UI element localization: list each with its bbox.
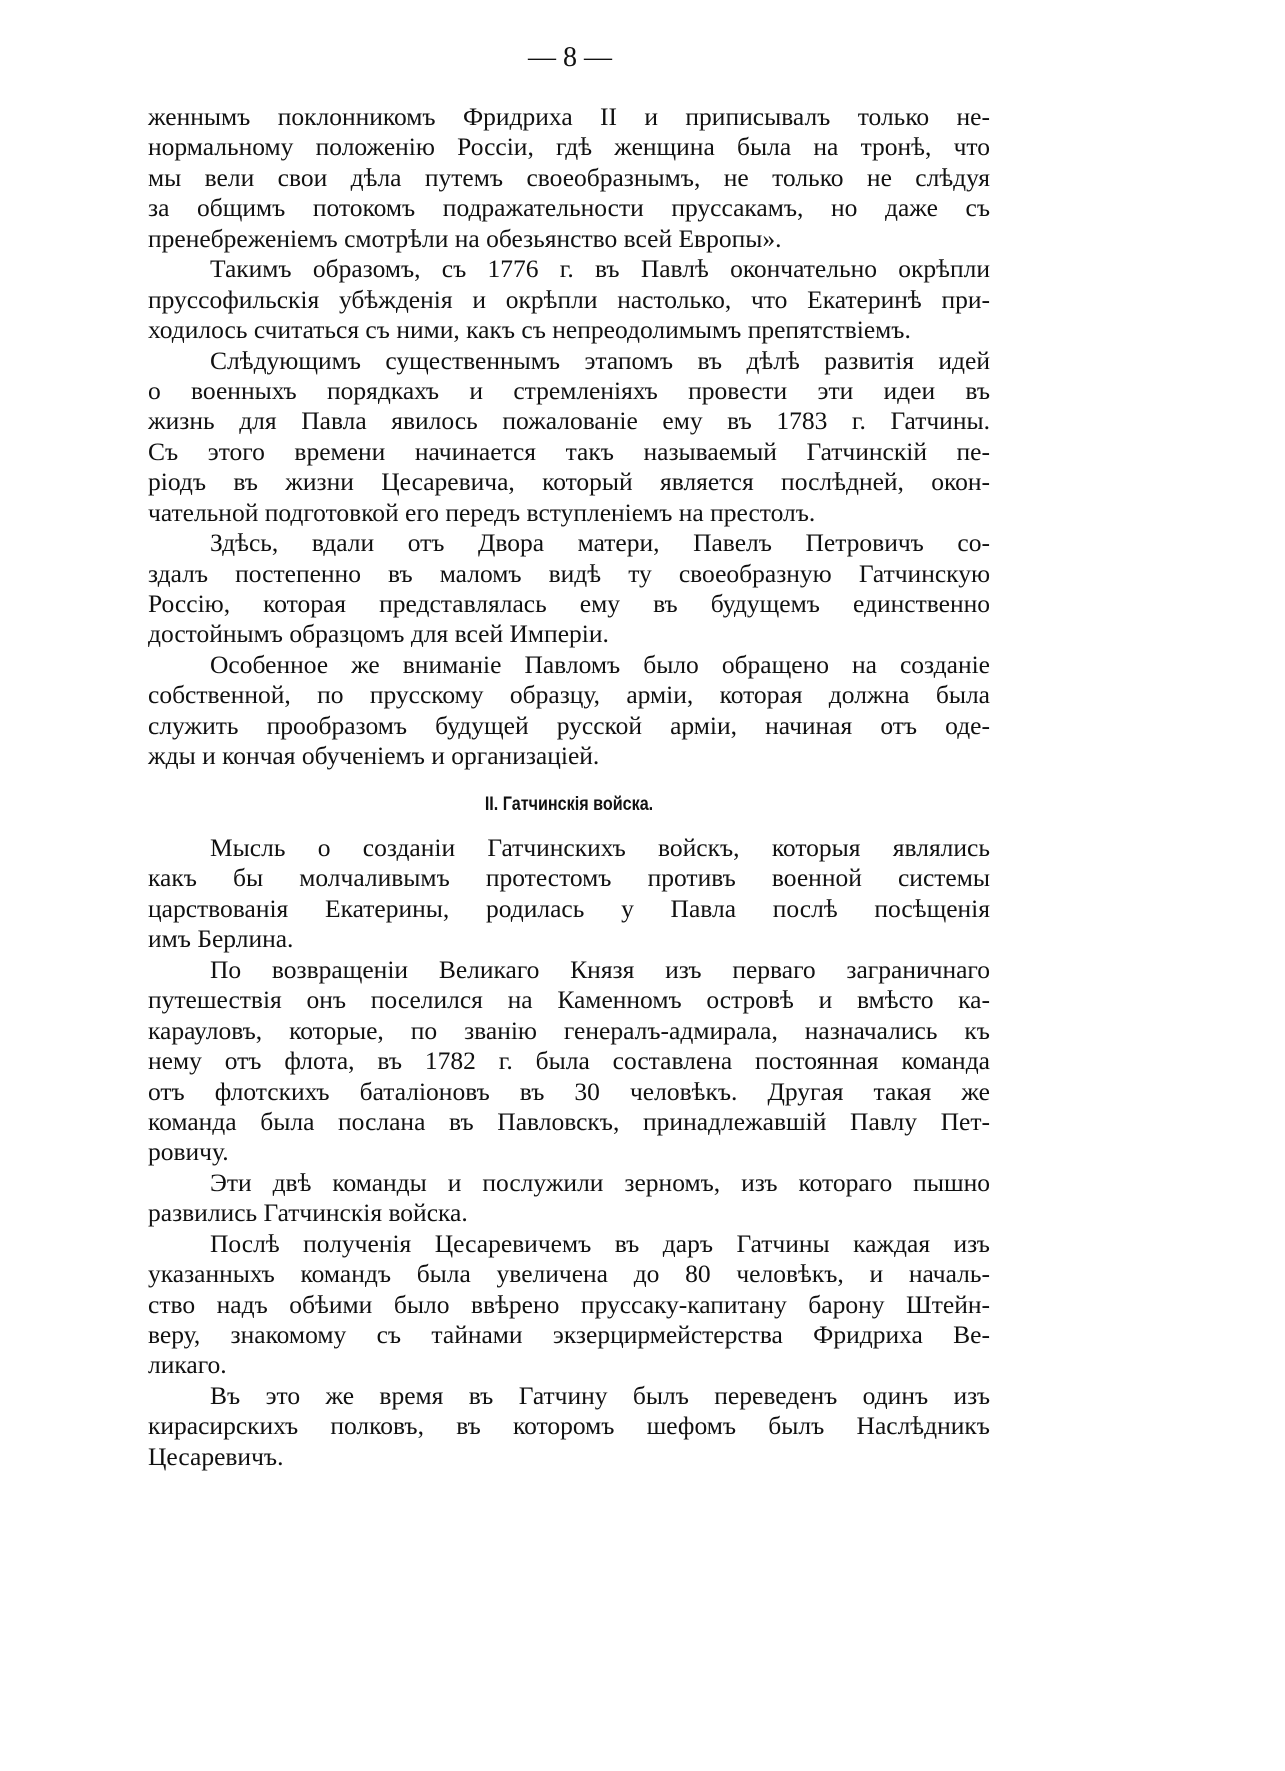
- paragraph: [148, 955, 990, 1168]
- text-line: нему отъ флота, въ 1782 г. была составлена постоянная команда: [148, 1046, 990, 1076]
- text-line: здалъ постепенно въ маломъ видѣ ту своеобразную Гатчинскую: [148, 558, 990, 588]
- text-line: ріодъ въ жизни Цесаревича, который является послѣдней, окон-: [148, 467, 990, 497]
- text-line: достойнымъ образцомъ для всей Имперіи.: [148, 619, 609, 649]
- paragraph: [148, 650, 990, 772]
- text-line: женнымъ поклонникомъ Фридриха II и приписывалъ только не-: [148, 102, 990, 131]
- text-line: мы вели свои дѣла путемъ своеобразнымъ, не только не слѣдуя: [148, 162, 990, 192]
- paragraph: [148, 346, 990, 529]
- paragraph: [148, 528, 990, 650]
- paragraph: [148, 254, 990, 345]
- paragraph: [148, 1229, 990, 1381]
- text-line: кирасирскихъ полковъ, въ которомъ шефомъ былъ Наслѣдникъ: [148, 1411, 990, 1441]
- page-number: — 8 —: [528, 42, 612, 73]
- text-line: Здѣсь, вдали отъ Двора матери, Павелъ Петровичъ со-: [210, 528, 990, 558]
- text-line: Эти двѣ команды и послужили зерномъ, изъ котораго пышно: [210, 1167, 990, 1197]
- text-line: собственной, по прусскому образцу, арміи, которая должна была: [148, 680, 990, 710]
- text-line: чательной подготовкой его передъ вступленіемъ на престолъ.: [148, 497, 816, 527]
- text-line: пренебреженіемъ смотрѣли на обезьянство всей Европы».: [148, 223, 782, 253]
- text-line: По возвращеніи Великаго Князя изъ перваго заграничнаго: [210, 954, 990, 984]
- text-line: имъ Берлина.: [148, 924, 294, 954]
- text-line: Послѣ полученія Цесаревичемъ въ даръ Гатчины каждая изъ: [210, 1228, 990, 1258]
- text-line: указанныхъ командъ была увеличена до 80 человѣкъ, и началь-: [148, 1259, 990, 1289]
- text-line: Такимъ образомъ, съ 1776 г. въ Павлѣ окончательно окрѣпли: [210, 254, 990, 284]
- paragraph: [148, 102, 990, 254]
- paragraph: [148, 1381, 990, 1472]
- text-line: Цесаревичъ.: [148, 1441, 284, 1471]
- text-line: ходилось считаться съ ними, какъ съ непреодолимымъ препятствіемъ.: [148, 315, 911, 345]
- text-line: Мысль о созданіи Гатчинскихъ войскъ, которыя являлись: [210, 833, 990, 862]
- text-line: путешествія онъ поселился на Каменномъ островѣ и вмѣсто ка-: [148, 985, 990, 1015]
- text-line: карауловъ, которые, по званію генералъ-адмирала, назначались къ: [148, 1015, 990, 1045]
- text-line: веру, знакомому съ тайнами экзерцирмейстерства Фридриха Ве-: [148, 1320, 990, 1349]
- text-line: отъ флотскихъ баталіоновъ въ 30 человѣкъ. Другая такая же: [148, 1076, 990, 1106]
- text-line: команда была послана въ Павловскъ, принадлежавшій Павлу Пет-: [148, 1106, 990, 1136]
- text-line: Съ этого времени начинается такъ называемый Гатчинскій пе-: [148, 436, 990, 466]
- text-line: ство надъ обѣими было ввѣрено пруссаку-капитану барону Штейн-: [148, 1289, 990, 1319]
- text-line: нормальному положенію Россіи, гдѣ женщина была на тронѣ, что: [148, 132, 990, 162]
- text-section-1: [148, 102, 990, 772]
- text-line: развились Гатчинскія войска.: [148, 1198, 468, 1228]
- paragraph: [148, 833, 990, 955]
- text-line: жды и кончая обученіемъ и организаціей.: [148, 741, 600, 771]
- text-line: Россію, которая представлялась ему въ будущемъ единственно: [148, 589, 990, 618]
- paragraph: [148, 1168, 990, 1229]
- text-line: о военныхъ порядкахъ и стремленіяхъ провести эти идеи въ: [148, 375, 990, 405]
- text-line: Въ это же время въ Гатчину былъ переведенъ одинъ изъ: [210, 1380, 990, 1410]
- text-line: ровичу.: [148, 1137, 229, 1167]
- text-section-2: [148, 833, 990, 1472]
- text-line: Особенное же вниманіе Павломъ было обращено на созданіе: [210, 649, 990, 679]
- section-heading: II. Гатчинскія войска.: [484, 794, 654, 815]
- text-line: царствованія Екатерины, родилась у Павла послѣ посѣщенія: [148, 893, 990, 923]
- text-line: жизнь для Павла явилось пожалованіе ему въ 1783 г. Гатчины.: [148, 406, 990, 436]
- text-line: Слѣдующимъ существеннымъ этапомъ въ дѣлѣ развитія идей: [210, 345, 990, 375]
- text-line: служить прообразомъ будущей русской арміи, начиная отъ оде-: [148, 710, 990, 740]
- text-line: ликаго.: [148, 1350, 227, 1380]
- text-line: пруссофильскія убѣжденія и окрѣпли настолько, что Екатеринѣ при-: [148, 284, 990, 314]
- text-line: за общимъ потокомъ подражательности пруссакамъ, но даже съ: [148, 193, 990, 223]
- text-line: какъ бы молчаливымъ протестомъ противъ военной системы: [148, 863, 990, 893]
